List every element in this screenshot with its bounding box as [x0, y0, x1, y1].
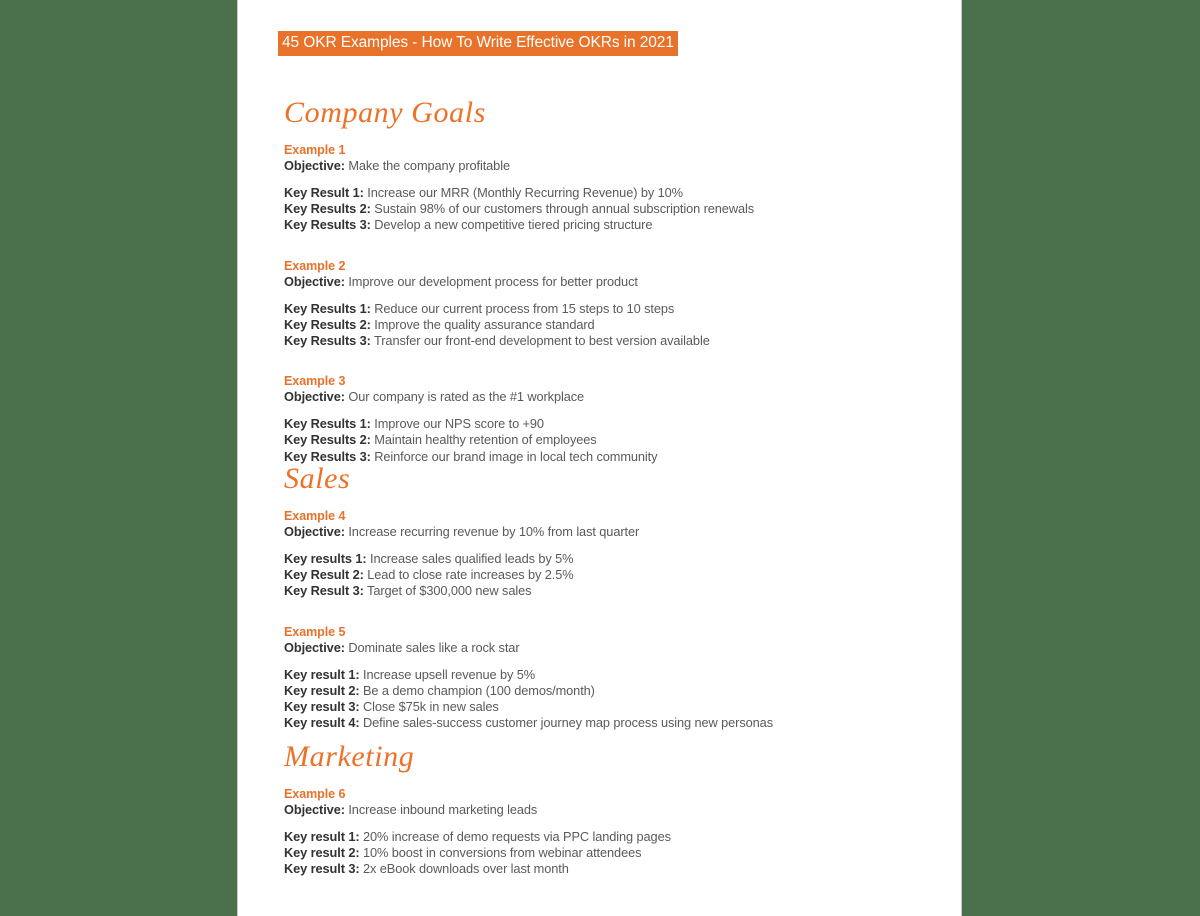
key-result-text: Close $75k in new sales: [362, 699, 499, 715]
key-result-line: [284, 333, 924, 349]
key-result-line: [284, 551, 924, 567]
key-result-text: Reduce our current process from 15 steps to 10 steps: [374, 300, 675, 316]
key-result-label: Key result 2:: [284, 845, 360, 861]
section: [284, 464, 924, 731]
key-results-list: [284, 667, 924, 732]
objective-line: [284, 158, 924, 174]
key-result-text: Lead to close rate increases by 2.5%: [367, 567, 574, 583]
key-result-text: Increase upsell revenue by 5%: [362, 666, 536, 682]
key-result-text: Maintain healthy retention of employees: [374, 432, 597, 448]
section-heading: Sales: [284, 462, 351, 495]
key-result-label: Key result 1:: [284, 829, 360, 844]
key-result-label: Key result 3:: [284, 699, 360, 715]
key-result-text: Be a demo champion (100 demos/month): [362, 682, 595, 698]
example-label: Example 6: [284, 787, 346, 801]
key-result-label: Key Results 2:: [284, 201, 371, 217]
key-result-line: [284, 583, 924, 599]
example-label: Example 1: [284, 143, 346, 157]
example-label: Example 2: [284, 258, 346, 273]
key-result-label: Key Results 3:: [284, 217, 371, 233]
section: [284, 742, 924, 878]
key-result-text: Develop a new competitive tiered pricing structure: [374, 217, 653, 233]
objective-text: Improve our development process for better product: [348, 273, 638, 289]
key-result-line: [284, 217, 924, 233]
key-result-line: [284, 432, 924, 448]
key-results-list: [284, 301, 924, 350]
key-result-label: Key Results 1:: [284, 300, 371, 316]
key-result-label: Key Result 2:: [284, 567, 364, 583]
key-results-list: [284, 416, 924, 465]
key-result-text: Sustain 98% of our customers through annual subscription renewals: [374, 201, 755, 217]
objective-label: Objective:: [284, 273, 345, 289]
key-result-line: [284, 683, 924, 699]
objective-line: [284, 389, 924, 405]
key-result-line: [284, 416, 924, 432]
key-result-line: [284, 667, 924, 683]
key-result-label: Key result 2:: [284, 682, 360, 698]
document-page: [237, 0, 962, 916]
key-result-line: [284, 699, 924, 715]
key-results-list: [284, 185, 924, 234]
objective-text: Increase inbound marketing leads: [348, 802, 538, 817]
key-result-line: [284, 185, 924, 201]
key-result-label: Key result 4:: [284, 715, 360, 731]
key-result-text: Define sales-success customer journey map process using new personas: [362, 715, 773, 731]
objective-label: Objective:: [284, 524, 345, 539]
objective-line: [284, 802, 924, 818]
key-result-text: Increase sales qualified leads by 5%: [370, 551, 574, 566]
objective-text: Dominate sales like a rock star: [348, 639, 520, 655]
key-result-line: [284, 715, 924, 731]
section-heading: Company Goals: [284, 96, 486, 129]
key-result-text: Target of $300,000 new sales: [367, 583, 532, 599]
key-result-line: [284, 829, 924, 845]
key-result-label: Key Results 3:: [284, 333, 371, 349]
key-result-label: Key Results 2:: [284, 432, 371, 448]
example-block: [284, 624, 924, 732]
key-result-text: Improve our NPS score to +90: [374, 416, 544, 432]
example-block: [284, 373, 924, 465]
key-result-label: Key Results 3:: [284, 448, 371, 464]
key-results-list: [284, 551, 924, 600]
objective-label: Objective:: [284, 389, 345, 405]
document-title: 45 OKR Examples - How To Write Effective OKRs in 2021: [278, 31, 678, 56]
objective-label: Objective:: [284, 158, 345, 173]
key-result-label: Key Results 2:: [284, 316, 371, 332]
example-label: Example 5: [284, 624, 346, 639]
key-result-text: Transfer our front-end development to best version available: [374, 333, 710, 349]
example-label: Example 4: [284, 509, 346, 523]
objective-text: Increase recurring revenue by 10% from last quarter: [348, 524, 640, 539]
section-heading: Marketing: [284, 740, 415, 773]
objective-text: Our company is rated as the #1 workplace: [348, 389, 585, 405]
key-result-label: Key Result 1:: [284, 185, 364, 200]
key-result-label: Key result 1:: [284, 666, 360, 682]
objective-line: [284, 524, 924, 540]
key-result-label: Key Result 3:: [284, 583, 364, 599]
key-result-line: [284, 201, 924, 217]
key-result-text: Reinforce our brand image in local tech community: [374, 448, 658, 464]
example-block: [284, 142, 924, 234]
key-result-text: 20% increase of demo requests via PPC landing pages: [362, 829, 671, 844]
example-block: [284, 786, 924, 878]
key-results-list: [284, 829, 924, 878]
key-result-line: [284, 845, 924, 861]
example-label: Example 3: [284, 374, 346, 389]
key-result-text: Increase our MRR (Monthly Recurring Revenue) by 10%: [367, 185, 683, 200]
key-result-line: [284, 301, 924, 317]
objective-text: Make the company profitable: [348, 158, 510, 173]
key-result-text: 2x eBook downloads over last month: [362, 861, 569, 877]
key-result-label: Key result 3:: [284, 861, 360, 877]
objective-label: Objective:: [284, 802, 345, 817]
objective-label: Objective:: [284, 639, 345, 655]
example-block: [284, 258, 924, 350]
key-result-text: Improve the quality assurance standard: [374, 316, 595, 332]
key-result-text: 10% boost in conversions from webinar attendees: [362, 845, 642, 861]
key-result-label: Key results 1:: [284, 551, 367, 566]
section: [284, 98, 924, 465]
objective-line: [284, 640, 924, 656]
key-result-line: [284, 449, 924, 465]
key-result-line: [284, 861, 924, 877]
key-result-label: Key Results 1:: [284, 416, 371, 432]
example-block: [284, 508, 924, 600]
objective-line: [284, 274, 924, 290]
document-title-wrap: [278, 31, 678, 56]
key-result-line: [284, 567, 924, 583]
key-result-line: [284, 317, 924, 333]
